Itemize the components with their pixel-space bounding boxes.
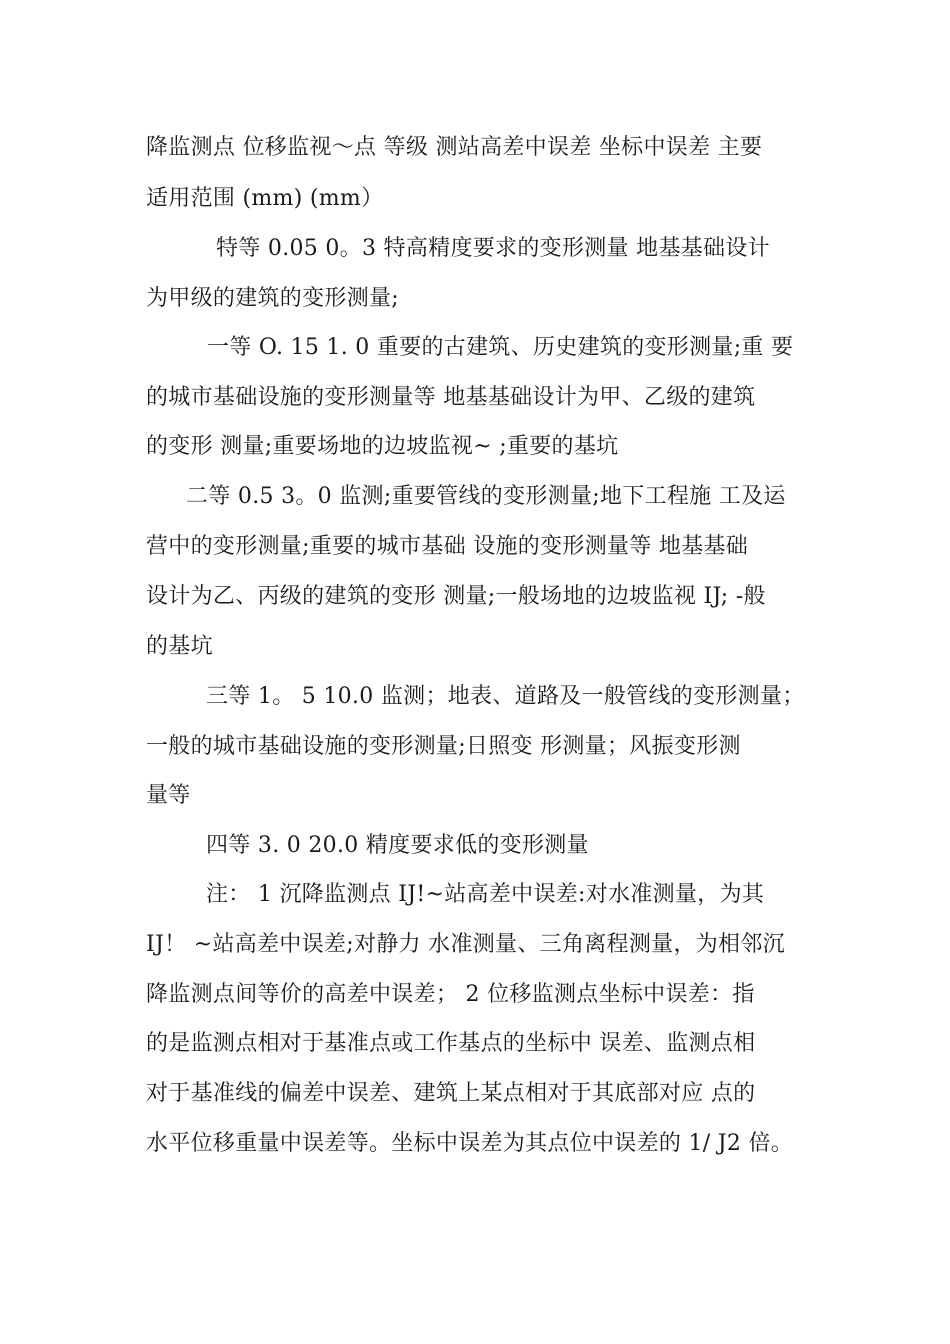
text-line: 注： 1 沉降监测点 IJ!~站高差中误差:对水准测量，为其 [206, 882, 765, 907]
text-line: 的变形 测量;重要场地的边坡监视~ ;重要的基坑 [146, 434, 619, 459]
text-line: 四等 3. 0 20.0 精度要求低的变形测量 [206, 833, 589, 858]
text-line: 对于基准线的偏差中误差、建筑上某点相对于其底部对应 点的 [146, 1081, 756, 1106]
text-line: 特等 0.05 0。3 特高精度要求的变形测量 地基基础设计 [216, 236, 770, 261]
text-line: 为甲级的建筑的变形测量; [146, 286, 400, 311]
text-line: 降监测点间等价的高差中误差； 2 位移监测点坐标中误差：指 [146, 982, 755, 1007]
text-line: 二等 0.5 3。0 监测;重要管线的变形测量;地下工程施 工及运 [186, 484, 786, 509]
text-line: 三等 1。 5 10.0 监测；地表、道路及一般管线的变形测量； [206, 684, 805, 709]
text-line: 降监测点 位移监视～点 等级 测站高差中误差 坐标中误差 主要 [146, 135, 763, 160]
text-line: 量等 [146, 783, 191, 808]
text-line: 的是监测点相对于基准点或工作基点的坐标中 误差、监测点相 [146, 1031, 756, 1056]
text-line: IJ！ ~站高差中误差;对静力 水准测量、三角离程测量，为相邻沉 [146, 932, 785, 957]
text-line: 的基坑 [146, 634, 213, 659]
text-line: 适用范围 (mm) (mm） [146, 186, 384, 211]
text-line: 设计为乙、丙级的建筑的变形 测量;一般场地的边坡监视 IJ; -般 [146, 584, 766, 609]
text-line: 的城市基础设施的变形测量等 地基基础设计为甲、乙级的建筑 [146, 385, 756, 410]
text-line: 营中的变形测量;重要的城市基础 设施的变形测量等 地基基础 [146, 534, 749, 559]
text-line: 一等 O. 15 1. 0 重要的古建筑、历史建筑的变形测量;重 要 [207, 335, 794, 360]
text-line: 一般的城市基础设施的变形测量;日照变 形测量；风振变形测 [146, 734, 741, 759]
text-line: 水平位移重量中误差等。坐标中误差为其点位中误差的 1/ J2 倍。 [146, 1131, 794, 1156]
